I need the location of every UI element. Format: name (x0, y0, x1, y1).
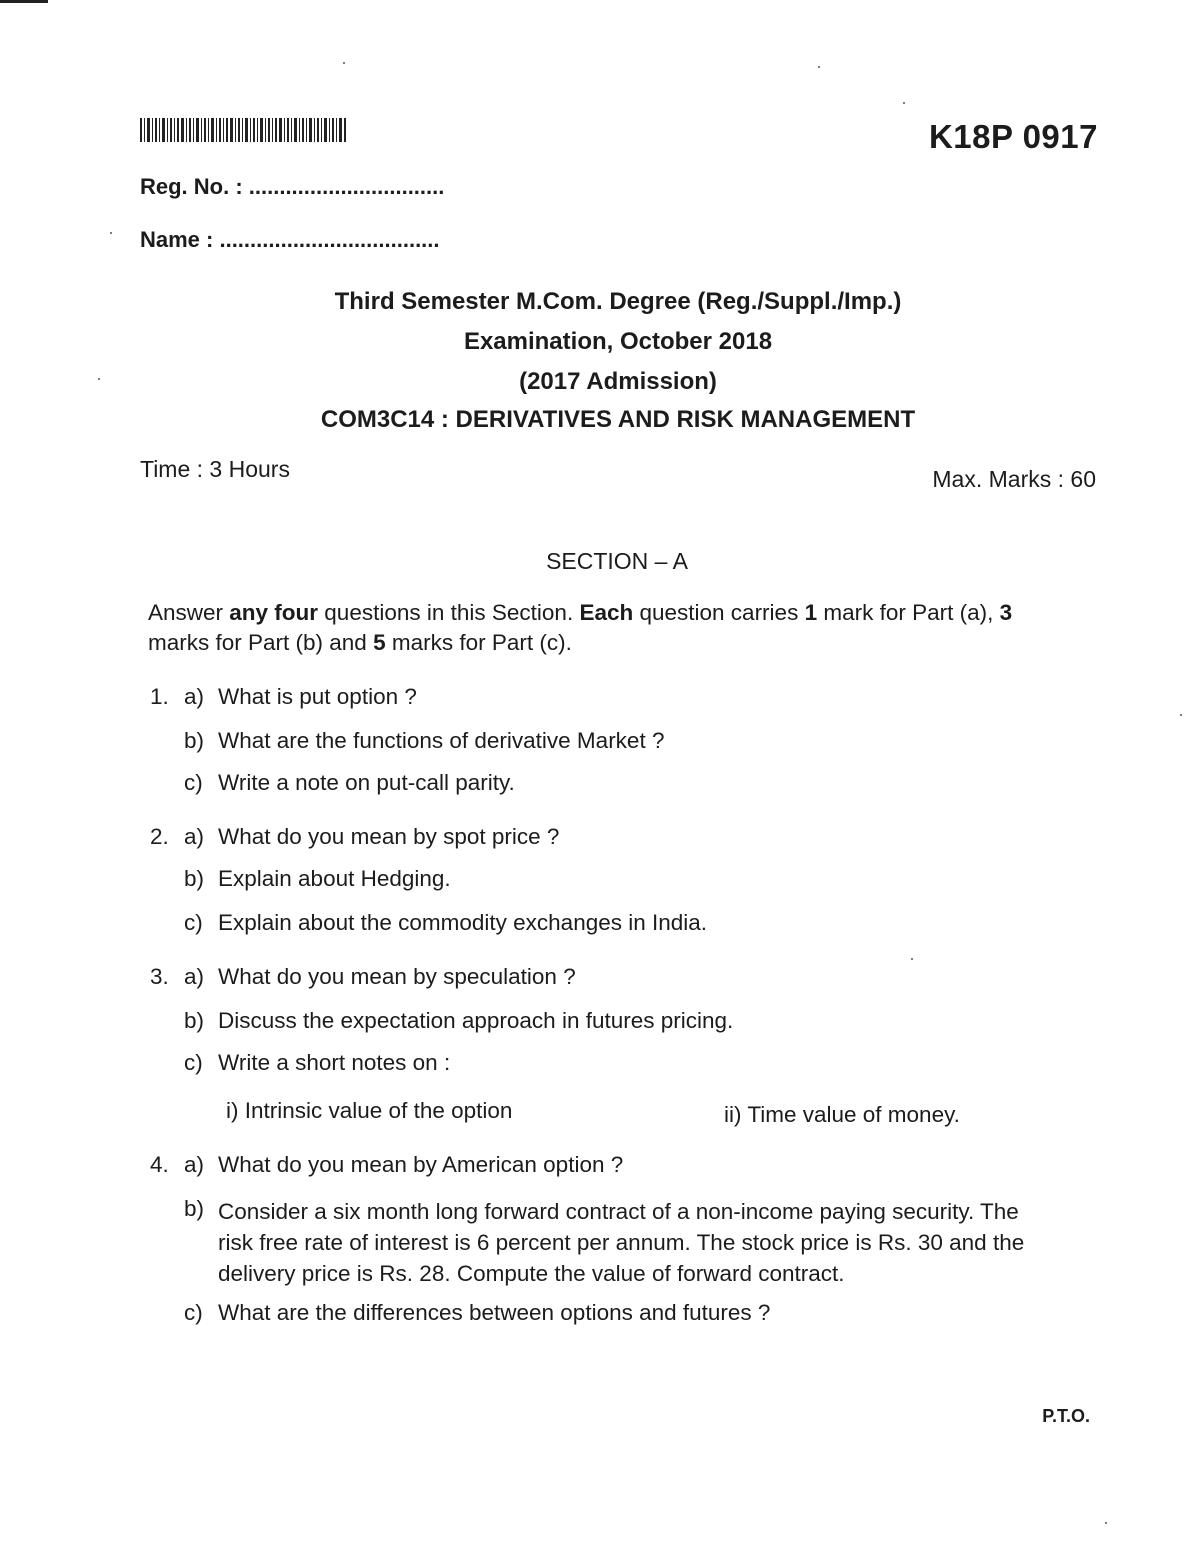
scan-speck (903, 102, 905, 104)
scan-speck (343, 62, 345, 64)
name-field: Name : .................................... (140, 227, 440, 252)
question-text: What do you mean by American option ? (218, 1152, 624, 1177)
part-label: a) (184, 684, 205, 709)
paper-code: K18P 0917 (928, 118, 1098, 155)
part-label: b) (184, 728, 205, 753)
exam-title-line2: Examination, October 2018 (463, 328, 773, 355)
part-label: c) (184, 1050, 203, 1075)
part-label: b) (184, 1196, 205, 1221)
instructions: Answer any four questions in this Section. Each question carries 1 mark for Part (a), 3 marks for Part (b) and 5 marks for Part (c). (148, 600, 1013, 655)
scan-speck (1180, 714, 1182, 716)
question-text: Discuss the expectation approach in futures pricing. (218, 1008, 734, 1033)
question-subpart: ii) Time value of money. (724, 1102, 960, 1127)
please-turn-over: P.T.O. (1042, 1406, 1090, 1426)
question-text: What do you mean by speculation ? (218, 964, 576, 989)
exam-title-line1: Third Semester M.Com. Degree (Reg./Suppl./Imp.) (334, 288, 902, 315)
part-label: a) (184, 964, 205, 989)
question-text: What are the functions of derivative Market ? (218, 728, 665, 753)
question-text: Write a note on put-call parity. (218, 770, 515, 795)
question-text: Write a short notes on : (218, 1050, 451, 1075)
question-number: 2. (150, 824, 169, 849)
exam-title-line3: (2017 Admission) (519, 368, 717, 395)
question-text: What is put option ? (218, 684, 417, 709)
scan-edge-mark (0, 0, 48, 3)
part-label: c) (184, 1300, 203, 1325)
part-label: b) (184, 1008, 205, 1033)
question-text: Explain about Hedging. (218, 866, 451, 891)
scan-speck (818, 66, 820, 68)
scan-speck (911, 958, 913, 960)
question-subpart: i) Intrinsic value of the option (226, 1098, 513, 1123)
question-text: What do you mean by spot price ? (218, 824, 560, 849)
part-label: a) (184, 824, 205, 849)
course-title: COM3C14 : DERIVATIVES AND RISK MANAGEMENT (320, 406, 916, 433)
section-heading: SECTION – A (546, 548, 688, 574)
part-label: a) (184, 1152, 205, 1177)
part-label: c) (184, 910, 203, 935)
question-number: 4. (150, 1152, 169, 1177)
reg-no-field: Reg. No. : ................................ (140, 174, 445, 199)
scan-speck (98, 378, 100, 380)
question-text: What are the differences between options and futures ? (218, 1300, 771, 1325)
question-number: 3. (150, 964, 169, 989)
scan-speck (1105, 1522, 1107, 1524)
max-marks: Max. Marks : 60 (932, 466, 1096, 492)
question-text: Consider a six month long forward contract of a non-income paying security. The risk free rate of interest is 6 percent per annum. The stock price is Rs. 30 and the delivery price is Rs. 28. Compute the value of forward contract. (218, 1199, 1025, 1286)
part-label: b) (184, 866, 205, 891)
question-number: 1. (150, 684, 169, 709)
barcode-icon (140, 118, 346, 142)
time-allowed: Time : 3 Hours (140, 456, 290, 482)
scan-speck (110, 232, 112, 234)
part-label: c) (184, 770, 203, 795)
question-text: Explain about the commodity exchanges in India. (218, 910, 708, 935)
